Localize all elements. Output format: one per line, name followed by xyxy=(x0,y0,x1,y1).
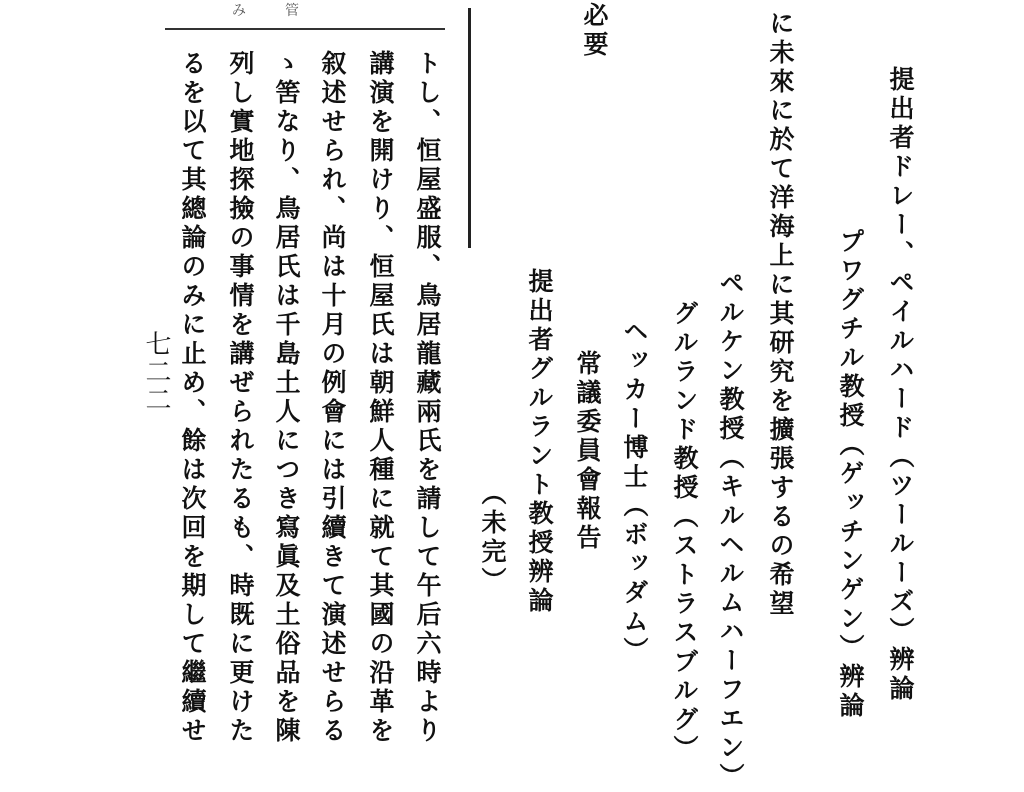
vertical-divider xyxy=(468,8,471,248)
heading-line-2: プワグチル教授（ゲッチンゲン）辨論 xyxy=(836,228,865,721)
top-fragment-1: み xyxy=(232,3,246,19)
body-line-5: 列し實地探撿の事情を講ぜられたるも、時既に更けた xyxy=(226,50,255,746)
body-line-2: 講演を開けり、恒屋氏は朝鮮人種に就て其國の沿革を xyxy=(366,50,395,746)
heading-line-9: （未完） xyxy=(478,480,507,596)
page-number: 七二二 xyxy=(141,330,171,414)
horizontal-divider xyxy=(165,28,445,30)
top-fragment-2: 管 xyxy=(285,3,299,19)
heading-line-5: グルランド教授（ストラスブルグ） xyxy=(670,300,699,764)
heading-line-8: 提出者グルラント教授辨論 xyxy=(525,268,554,616)
body-line-4: ゝ筈なり、鳥居氏は千島土人につき寫眞及土俗品を陳 xyxy=(272,50,301,746)
heading-line-1: 提出者ドレー、ペイルハード（ツールーズ）辨論 xyxy=(886,66,915,704)
body-line-6: るを以て其總論のみに止め、餘は次回を期して繼續せ xyxy=(178,50,207,746)
body-line-1: トし、恒屋盛服、鳥居龍藏兩氏を請して午后六時より xyxy=(413,50,442,746)
heading-line-7: 常議委員會報告 xyxy=(573,350,602,553)
heading-line-4: ペルケン教授（キルヘルムハーフエン） xyxy=(716,270,745,792)
heading-line-6: ヘッカー博士（ボッダム） xyxy=(620,318,649,666)
heading-line-10: 必要 xyxy=(580,2,609,60)
body-line-3: 叙述せられ、尚は十月の例會には引續きて演述せらる xyxy=(318,50,347,746)
heading-line-3: に未來に於て洋海上に其研究を擴張するの希望 xyxy=(766,10,795,619)
